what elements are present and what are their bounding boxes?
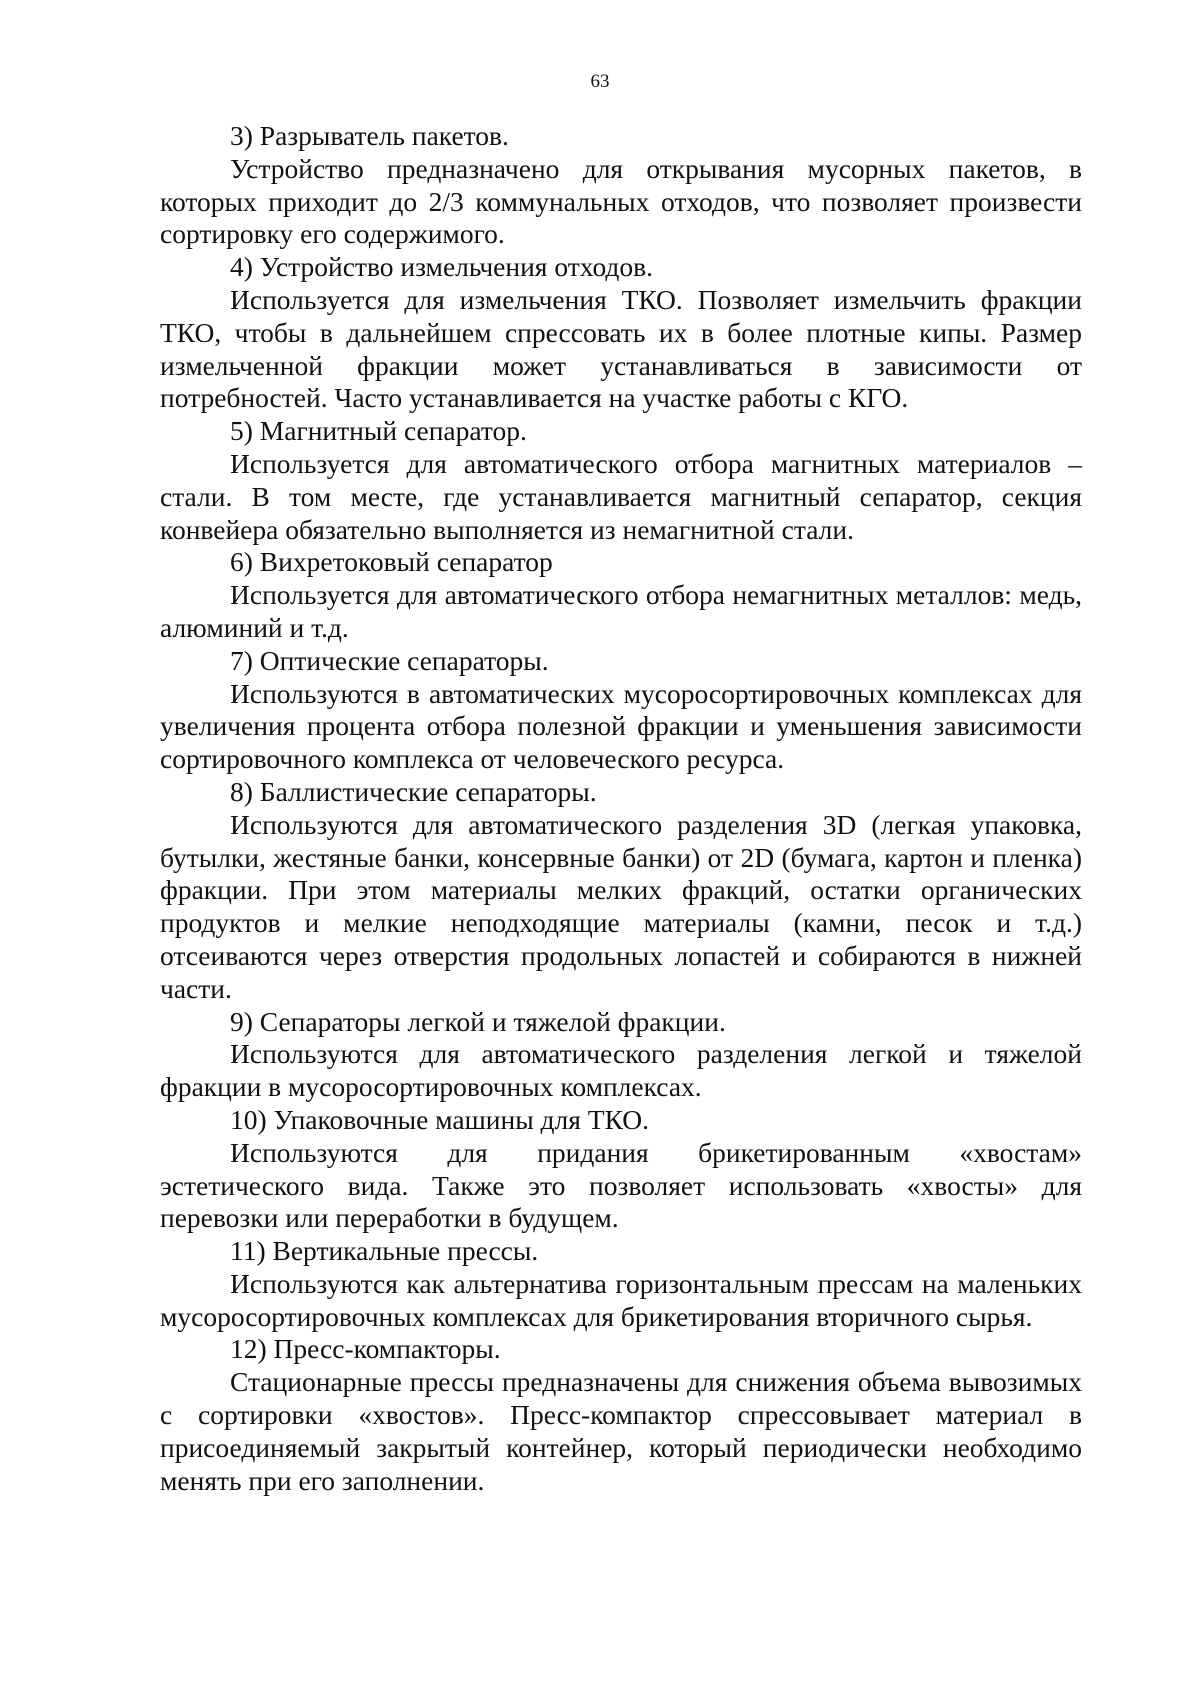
- section-heading-6: 6) Вихретоковый сепаратор: [230, 546, 553, 578]
- section-text-4: Используется для измельчения ТКО. Позволяет измельчить фракции ТКО, чтобы в дальнейшем спрессовать их в более плотные кипы. Размер измельченной фракции может устанавливаться в зависимости от потребностей. Часто устанавливается на участке работы с КГО.: [160, 283, 1082, 414]
- section-text-11: Используются как альтернатива горизонтальным прессам на маленьких мусоросортировочных комплексах для брикетирования вторичного сырья.: [160, 1267, 1082, 1332]
- section-text-8: Используются для автоматического разделения 3D (легкая упаковка, бутылки, жестяные банки, консервные банки) от 2D (бумага, картон и пленка) фракции. При этом материалы мелких фракций, остатки органических продуктов и мелкие неподходящие материалы (камни, песок и т.д.) отсеиваются через отверстия продольных лопастей и собираются в нижней части.: [160, 808, 1082, 1004]
- page-body: [160, 120, 1082, 1497]
- section-heading-5: 5) Магнитный сепаратор.: [230, 415, 527, 447]
- section-heading-4: 4) Устройство измельчения отходов.: [230, 251, 654, 283]
- section-text-9: Используются для автоматического разделения легкой и тяжелой фракции в мусоросортировочных комплексах.: [160, 1038, 1082, 1103]
- section-heading-8: 8) Баллистические сепараторы.: [230, 775, 597, 807]
- section-heading-3: 3) Разрыватель пакетов.: [230, 120, 509, 151]
- section-heading-7: 7) Оптические сепараторы.: [230, 644, 549, 676]
- page-number: 63: [590, 71, 610, 92]
- section-heading-12: 12) Пресс-компакторы.: [230, 1333, 501, 1365]
- section-text-7: Используются в автоматических мусоросортировочных комплексах для увеличения процента отбора полезной фракции и уменьшения зависимости сортировочного комплекса от человеческого ресурса.: [160, 677, 1082, 775]
- section-heading-10: 10) Упаковочные машины для ТКО.: [230, 1103, 649, 1135]
- section-text-5: Используется для автоматического отбора магнитных материалов – стали. В том месте, где устанавливается магнитный сепаратор, секция конвейера обязательно выполняется из немагнитной стали.: [160, 447, 1082, 545]
- section-text-6: Используется для автоматического отбора немагнитных металлов: медь, алюминий и т.д.: [160, 579, 1082, 643]
- section-text-3: Устройство предназначено для открывания мусорных пакетов, в которых приходит до 2/3 коммунальных отходов, что позволяет произвести сортировку его содержимого.: [160, 152, 1082, 250]
- section-heading-11: 11) Вертикальные прессы.: [230, 1235, 539, 1267]
- section-text-10: Используются для придания брикетированным «хвостам» эстетического вида. Также это позволяет использовать «хвосты» для перевозки или переработки в будущем.: [160, 1136, 1082, 1234]
- section-heading-9: 9) Сепараторы легкой и тяжелой фракции.: [230, 1005, 726, 1037]
- section-text-12: Стационарные прессы предназначены для снижения объема вывозимых с сортировки «хвостов». Пресс-компактор спрессовывает материал в присоединяемый закрытый контейнер, который периодически необходимо менять при его заполнении.: [160, 1366, 1082, 1496]
